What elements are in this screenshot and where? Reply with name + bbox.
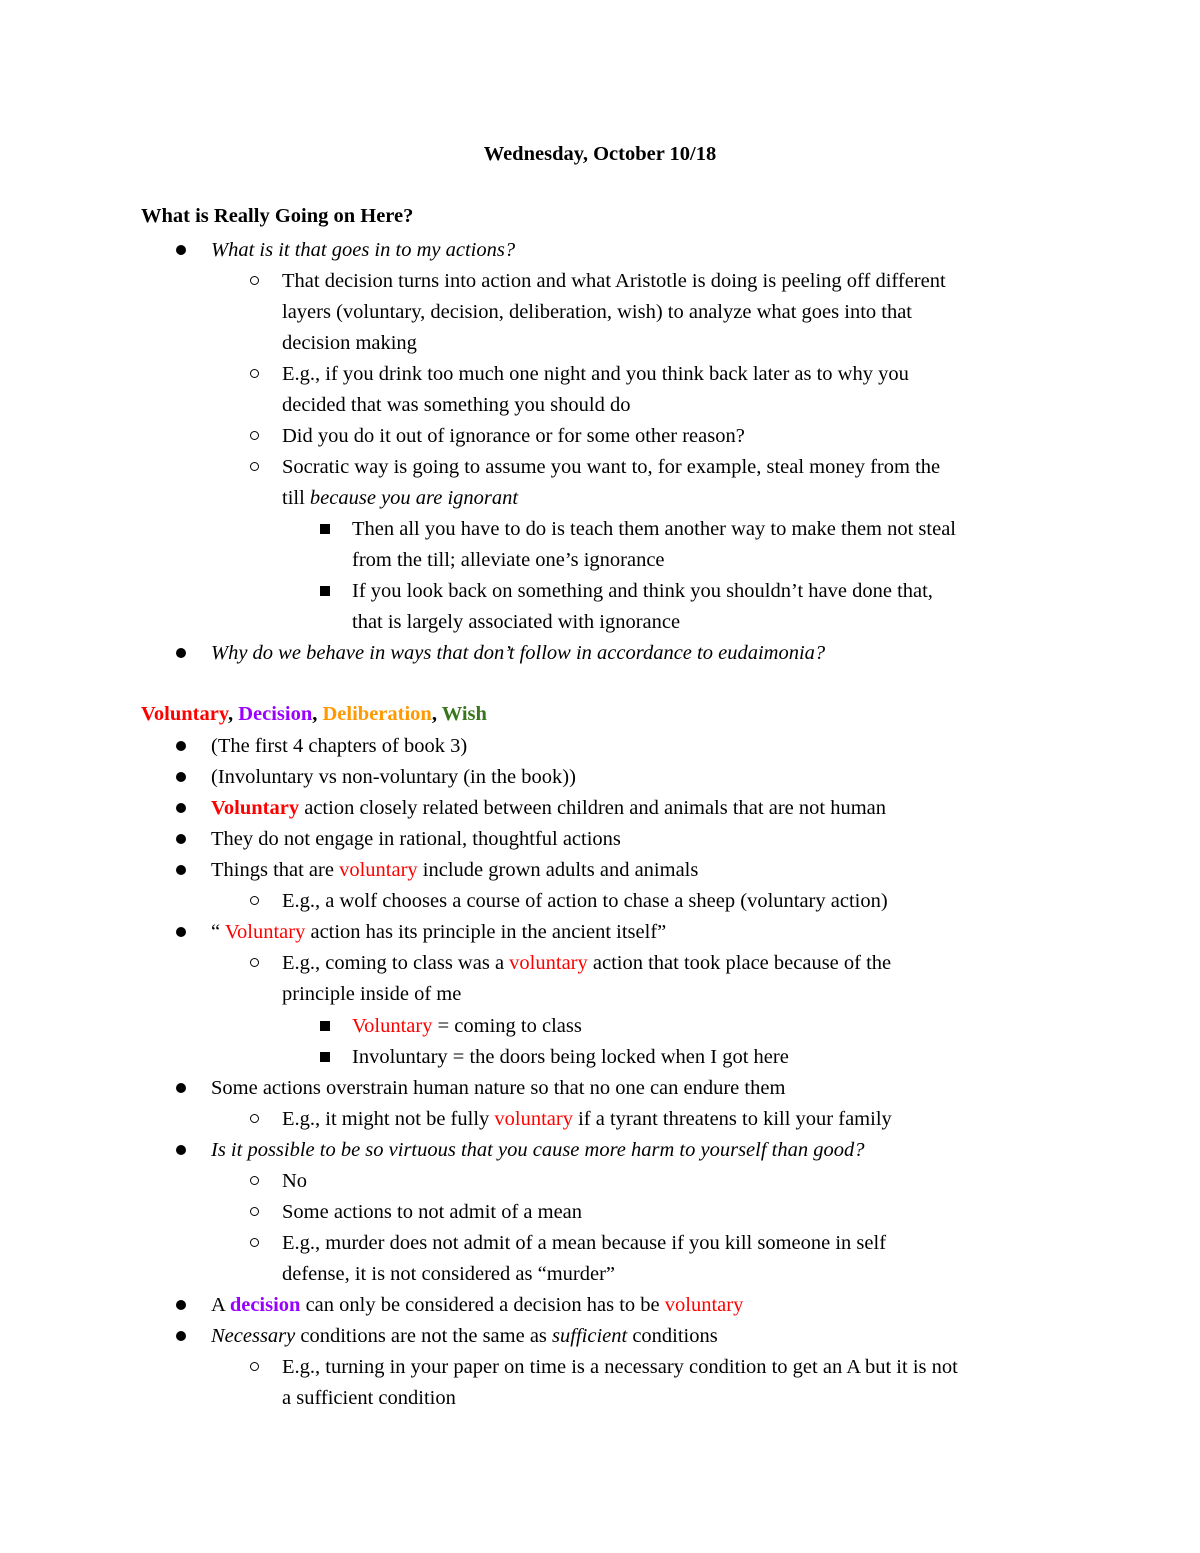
text-span: if a tyrant threatens to kill your family bbox=[572, 1108, 892, 1130]
list-item-text: from the till; alleviate one’s ignorance bbox=[352, 549, 665, 571]
list-item-text: that is largely associated with ignorance bbox=[352, 611, 681, 633]
text-span: action closely related between children and animals that are not human bbox=[299, 797, 886, 819]
section-heading-voluntary-decision bbox=[141, 703, 487, 726]
list-item-text: (The first 4 chapters of book 3) bbox=[211, 735, 468, 757]
heading-deliberation: Deliberation bbox=[322, 703, 432, 725]
text-span: include grown adults and animals bbox=[417, 859, 699, 881]
list-item-text bbox=[282, 1107, 892, 1131]
bullet-circle bbox=[250, 431, 259, 440]
text-span: A bbox=[211, 1294, 230, 1316]
bullet-disc bbox=[176, 834, 186, 844]
bullet-disc bbox=[176, 1145, 186, 1155]
list-item-text bbox=[282, 951, 891, 975]
text-span: “ bbox=[211, 921, 225, 943]
keyword-voluntary: voluntary bbox=[664, 1294, 744, 1316]
text-span: action has its principle in the ancient itself” bbox=[305, 921, 667, 943]
bullet-disc bbox=[176, 1331, 186, 1341]
question-text: Why do we behave in ways that don’t follow in accordance to eudaimonia? bbox=[211, 642, 826, 664]
text-span: conditions bbox=[627, 1325, 718, 1347]
bullet-disc bbox=[176, 772, 186, 782]
list-item-text: Some actions to not admit of a mean bbox=[282, 1201, 583, 1223]
list-item-text: Did you do it out of ignorance or for some other reason? bbox=[282, 425, 745, 447]
bullet-circle bbox=[250, 1114, 259, 1123]
keyword-voluntary: Voluntary bbox=[211, 797, 300, 819]
text-span: conditions are not the same as bbox=[295, 1325, 553, 1347]
bullet-circle bbox=[250, 369, 259, 378]
list-item-text bbox=[211, 858, 698, 882]
list-item-text: That decision turns into action and what Aristotle is doing is peeling off different bbox=[282, 270, 946, 292]
list-item-text bbox=[211, 920, 666, 944]
list-item-text: Involuntary = the doors being locked when I got here bbox=[352, 1046, 789, 1068]
bullet-disc bbox=[176, 803, 186, 813]
text-span: can only be considered a decision has to be bbox=[300, 1294, 665, 1316]
bullet-circle bbox=[250, 276, 259, 285]
emphasis-text: sufficient bbox=[552, 1325, 628, 1347]
list-item-text: Then all you have to do is teach them another way to make them not steal bbox=[352, 518, 956, 540]
keyword-decision: decision bbox=[229, 1294, 301, 1316]
text-span: till bbox=[282, 487, 310, 509]
list-item-text bbox=[211, 1293, 743, 1317]
keyword-voluntary: Voluntary bbox=[224, 921, 306, 943]
heading-wish: Wish bbox=[441, 703, 487, 725]
heading-separator: , bbox=[312, 703, 323, 725]
text-span: E.g., coming to class was a bbox=[282, 952, 510, 974]
bullet-circle bbox=[250, 958, 259, 967]
page-title: Wednesday, October 10/18 bbox=[483, 143, 717, 165]
bullet-circle bbox=[250, 1176, 259, 1185]
keyword-voluntary: voluntary bbox=[494, 1108, 573, 1130]
bullet-disc bbox=[176, 1083, 186, 1093]
text-span: action that took place because of the bbox=[587, 952, 892, 974]
bullet-square bbox=[320, 586, 330, 596]
list-item-text bbox=[282, 486, 518, 510]
list-item-text: They do not engage in rational, thoughtful actions bbox=[211, 828, 621, 850]
bullet-disc bbox=[176, 245, 186, 255]
text-span: Things that are bbox=[211, 859, 340, 881]
list-item-text: Socratic way is going to assume you want to, for example, steal money from the bbox=[282, 456, 941, 478]
bullet-square bbox=[320, 1021, 330, 1031]
list-item-text: principle inside of me bbox=[282, 983, 462, 1005]
bullet-disc bbox=[176, 865, 186, 875]
keyword-voluntary: voluntary bbox=[509, 952, 588, 974]
bullet-disc bbox=[176, 648, 186, 658]
text-span: E.g., it might not be fully bbox=[282, 1108, 495, 1130]
list-item-text: layers (voluntary, decision, deliberation, wish) to analyze what goes into that bbox=[282, 301, 913, 323]
bullet-square bbox=[320, 1052, 330, 1062]
heading-decision: Decision bbox=[238, 703, 313, 725]
list-item-text: E.g., a wolf chooses a course of action to chase a sheep (voluntary action) bbox=[282, 890, 888, 912]
list-item-text bbox=[211, 1324, 718, 1348]
emphasis-text: Necessary bbox=[211, 1325, 296, 1347]
list-item-text: (Involuntary vs non-voluntary (in the book)) bbox=[211, 766, 576, 788]
section-heading-what-is-going-on: What is Really Going on Here? bbox=[141, 205, 414, 227]
list-item-text bbox=[211, 796, 886, 820]
list-item-text: defense, it is not considered as “murder” bbox=[282, 1263, 616, 1285]
bullet-circle bbox=[250, 1362, 259, 1371]
bullet-disc bbox=[176, 741, 186, 751]
keyword-voluntary: Voluntary bbox=[352, 1015, 433, 1037]
list-item-text: E.g., if you drink too much one night and you think back later as to why you bbox=[282, 363, 909, 385]
list-item-text: Some actions overstrain human nature so that no one can endure them bbox=[211, 1077, 786, 1099]
list-item-text: No bbox=[282, 1170, 308, 1192]
bullet-square bbox=[320, 524, 330, 534]
bullet-circle bbox=[250, 896, 259, 905]
bullet-disc bbox=[176, 927, 186, 937]
heading-separator: , bbox=[431, 703, 442, 725]
question-text: What is it that goes in to my actions? bbox=[211, 239, 516, 261]
emphasis-text: because you are ignorant bbox=[309, 487, 519, 509]
bullet-circle bbox=[250, 462, 259, 471]
list-item-text: E.g., turning in your paper on time is a necessary condition to get an A but it is not bbox=[282, 1356, 958, 1378]
list-item-text: If you look back on something and think you shouldn’t have done that, bbox=[352, 580, 933, 602]
heading-separator: , bbox=[227, 703, 239, 725]
list-item-text bbox=[352, 1014, 582, 1038]
list-item-text: E.g., murder does not admit of a mean because if you kill someone in self bbox=[282, 1232, 887, 1254]
question-text: Is it possible to be so virtuous that you cause more harm to yourself than good? bbox=[211, 1139, 865, 1161]
keyword-voluntary: voluntary bbox=[339, 859, 418, 881]
heading-voluntary: Voluntary bbox=[141, 703, 228, 725]
list-item-text: decided that was something you should do bbox=[282, 394, 631, 416]
bullet-circle bbox=[250, 1238, 259, 1247]
text-span: = coming to class bbox=[432, 1015, 582, 1037]
list-item-text: a sufficient condition bbox=[282, 1387, 456, 1409]
bullet-circle bbox=[250, 1207, 259, 1216]
bullet-disc bbox=[176, 1300, 186, 1310]
list-item-text: decision making bbox=[282, 332, 417, 354]
